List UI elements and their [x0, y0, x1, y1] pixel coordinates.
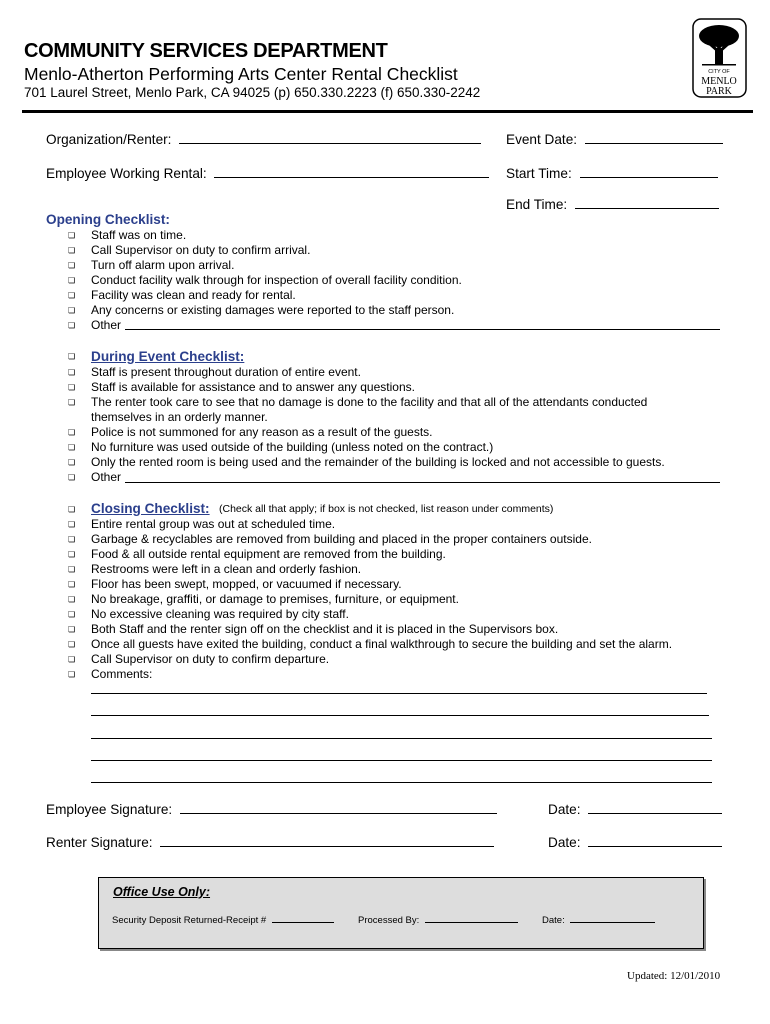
- employee-working-input[interactable]: [214, 165, 489, 178]
- city-logo: [692, 18, 747, 98]
- checklist-item: Other: [91, 318, 122, 332]
- comment-line[interactable]: [91, 760, 712, 761]
- checkbox[interactable]: ❏: [68, 655, 76, 664]
- comment-line[interactable]: [91, 738, 712, 739]
- office-date-label: Date:: [542, 915, 565, 926]
- checkbox[interactable]: ❏: [68, 595, 76, 604]
- page-title: COMMUNITY SERVICES DEPARTMENT: [24, 40, 388, 62]
- employee-signature-field[interactable]: [46, 801, 497, 817]
- checklist-item: Comments:: [91, 667, 153, 681]
- checklist-item: No breakage, graffiti, or damage to premises, furniture, or equipment.: [91, 592, 459, 606]
- checkbox[interactable]: ❏: [68, 550, 76, 559]
- event-date-field[interactable]: [506, 131, 723, 147]
- processed-by-field[interactable]: [358, 913, 518, 926]
- comment-line[interactable]: [91, 782, 712, 783]
- during-other-line[interactable]: [125, 482, 720, 483]
- closing-checklist-note: (Check all that apply; if box is not checked, list reason under comments): [219, 503, 554, 515]
- checkbox[interactable]: ❏: [68, 398, 76, 407]
- checkbox[interactable]: ❏: [68, 261, 76, 270]
- end-time-field[interactable]: [506, 196, 719, 212]
- department-address: 701 Laurel Street, Menlo Park, CA 94025 (p) 650.330.2223 (f) 650.330-2242: [24, 85, 481, 100]
- office-date-input[interactable]: [570, 913, 655, 923]
- renter-date-field[interactable]: [548, 834, 722, 850]
- checklist-item: Floor has been swept, mopped, or vacuumed if necessary.: [91, 577, 402, 591]
- organization-input[interactable]: [179, 131, 481, 144]
- checkbox[interactable]: ❏: [68, 458, 76, 467]
- checkbox[interactable]: ❏: [68, 670, 76, 679]
- checkbox[interactable]: ❏: [68, 306, 76, 315]
- tree-icon: [692, 18, 747, 98]
- checklist-item: Food & all outside rental equipment are removed from the building.: [91, 547, 446, 561]
- checkbox[interactable]: ❏: [68, 610, 76, 619]
- checklist-item: Staff was on time.: [91, 228, 187, 242]
- checkbox[interactable]: ❏: [68, 625, 76, 634]
- employee-date-input[interactable]: [588, 801, 722, 814]
- event-date-label: Event Date:: [506, 132, 578, 147]
- checklist-item: Garbage & recyclables are removed from building and placed in the proper containers outside.: [91, 532, 592, 546]
- organization-field[interactable]: [46, 131, 481, 147]
- employee-signature-label: Employee Signature:: [46, 802, 173, 817]
- checkbox[interactable]: ❏: [68, 443, 76, 452]
- checkbox[interactable]: ❏: [68, 276, 76, 285]
- checklist-item: themselves in an orderly manner.: [91, 410, 268, 424]
- checkbox[interactable]: ❏: [68, 565, 76, 574]
- start-time-label: Start Time:: [506, 166, 572, 181]
- employee-working-field[interactable]: [46, 165, 489, 181]
- checklist-item: Staff is present throughout duration of entire event.: [91, 365, 361, 379]
- checkbox[interactable]: ❏: [68, 291, 76, 300]
- checklist-item: Facility was clean and ready for rental.: [91, 288, 296, 302]
- employee-date-label: Date:: [548, 802, 581, 817]
- checklist-item: Both Staff and the renter sign off on the checklist and it is placed in the Supervisors box.: [91, 622, 559, 636]
- renter-signature-label: Renter Signature:: [46, 835, 153, 850]
- checklist-item: Police is not summoned for any reason as a result of the guests.: [91, 425, 433, 439]
- checklist-item: Turn off alarm upon arrival.: [91, 258, 235, 272]
- checkbox[interactable]: ❏: [68, 246, 76, 255]
- svg-text:MENLO: MENLO: [701, 76, 737, 87]
- checkbox[interactable]: ❏: [68, 580, 76, 589]
- event-date-input[interactable]: [585, 131, 723, 144]
- processed-by-input[interactable]: [425, 913, 518, 923]
- checklist-item: Call Supervisor on duty to confirm departure.: [91, 652, 330, 666]
- office-use-title: Office Use Only:: [113, 885, 211, 899]
- checkbox[interactable]: ❏: [68, 473, 76, 482]
- checkbox[interactable]: ❏: [68, 231, 76, 240]
- checklist-item: The renter took care to see that no damage is done to the facility and that all of the attendants conducted: [91, 395, 648, 409]
- closing-heading-checkbox[interactable]: ❏: [68, 505, 76, 514]
- start-time-field[interactable]: [506, 165, 718, 181]
- start-time-input[interactable]: [580, 165, 718, 178]
- checklist-item: Call Supervisor on duty to confirm arrival.: [91, 243, 311, 257]
- employee-signature-input[interactable]: [180, 801, 497, 814]
- checkbox[interactable]: ❏: [68, 383, 76, 392]
- checklist-item: Entire rental group was out at scheduled time.: [91, 517, 336, 531]
- opening-checklist-heading: Opening Checklist:: [46, 212, 170, 227]
- during-checklist-heading: During Event Checklist:: [91, 349, 245, 364]
- renter-date-input[interactable]: [588, 834, 722, 847]
- deposit-receipt-input[interactable]: [272, 913, 334, 923]
- checklist-item: Once all guests have exited the building, conduct a final walkthrough to secure the building and set the alarm.: [91, 637, 673, 651]
- checklist-item: No excessive cleaning was required by city staff.: [91, 607, 349, 621]
- checkbox[interactable]: ❏: [68, 640, 76, 649]
- deposit-receipt-label: Security Deposit Returned-Receipt #: [112, 915, 267, 926]
- checkbox[interactable]: ❏: [68, 520, 76, 529]
- page-subtitle: Menlo-Atherton Performing Arts Center Rental Checklist: [24, 64, 458, 84]
- office-date-field[interactable]: [542, 913, 655, 926]
- organization-label: Organization/Renter:: [46, 132, 172, 147]
- checkbox[interactable]: ❏: [68, 535, 76, 544]
- during-heading-checkbox[interactable]: ❏: [68, 352, 76, 361]
- comment-line[interactable]: [91, 715, 709, 716]
- checklist-item: Other: [91, 470, 122, 484]
- checkbox[interactable]: ❏: [68, 321, 76, 330]
- opening-other-line[interactable]: [125, 329, 720, 330]
- checklist-item: Conduct facility walk through for inspection of overall facility condition.: [91, 273, 462, 287]
- renter-signature-input[interactable]: [160, 834, 494, 847]
- processed-by-label: Processed By:: [358, 915, 420, 926]
- checkbox[interactable]: ❏: [68, 428, 76, 437]
- svg-text:CITY OF: CITY OF: [708, 69, 730, 75]
- deposit-receipt-field[interactable]: [112, 913, 334, 926]
- employee-working-label: Employee Working Rental:: [46, 166, 207, 181]
- employee-date-field[interactable]: [548, 801, 722, 817]
- closing-checklist-heading: Closing Checklist:: [91, 501, 210, 516]
- header-divider: [22, 110, 753, 113]
- office-use-box: [98, 877, 704, 949]
- end-time-input[interactable]: [575, 196, 719, 209]
- checklist-item: Any concerns or existing damages were reported to the staff person.: [91, 303, 455, 317]
- checklist-item: Restrooms were left in a clean and orderly fashion.: [91, 562, 362, 576]
- end-time-label: End Time:: [506, 197, 568, 212]
- checkbox[interactable]: ❏: [68, 368, 76, 377]
- updated-date: Updated: 12/01/2010: [627, 970, 721, 982]
- svg-text:PARK: PARK: [706, 86, 732, 97]
- checklist-item: No furniture was used outside of the building (unless noted on the contract.): [91, 440, 494, 454]
- comment-line[interactable]: [91, 693, 707, 694]
- renter-date-label: Date:: [548, 835, 581, 850]
- checklist-item: Only the rented room is being used and the remainder of the building is locked and not accessible to guests.: [91, 455, 665, 469]
- checklist-item: Staff is available for assistance and to answer any questions.: [91, 380, 415, 394]
- renter-signature-field[interactable]: [46, 834, 494, 850]
